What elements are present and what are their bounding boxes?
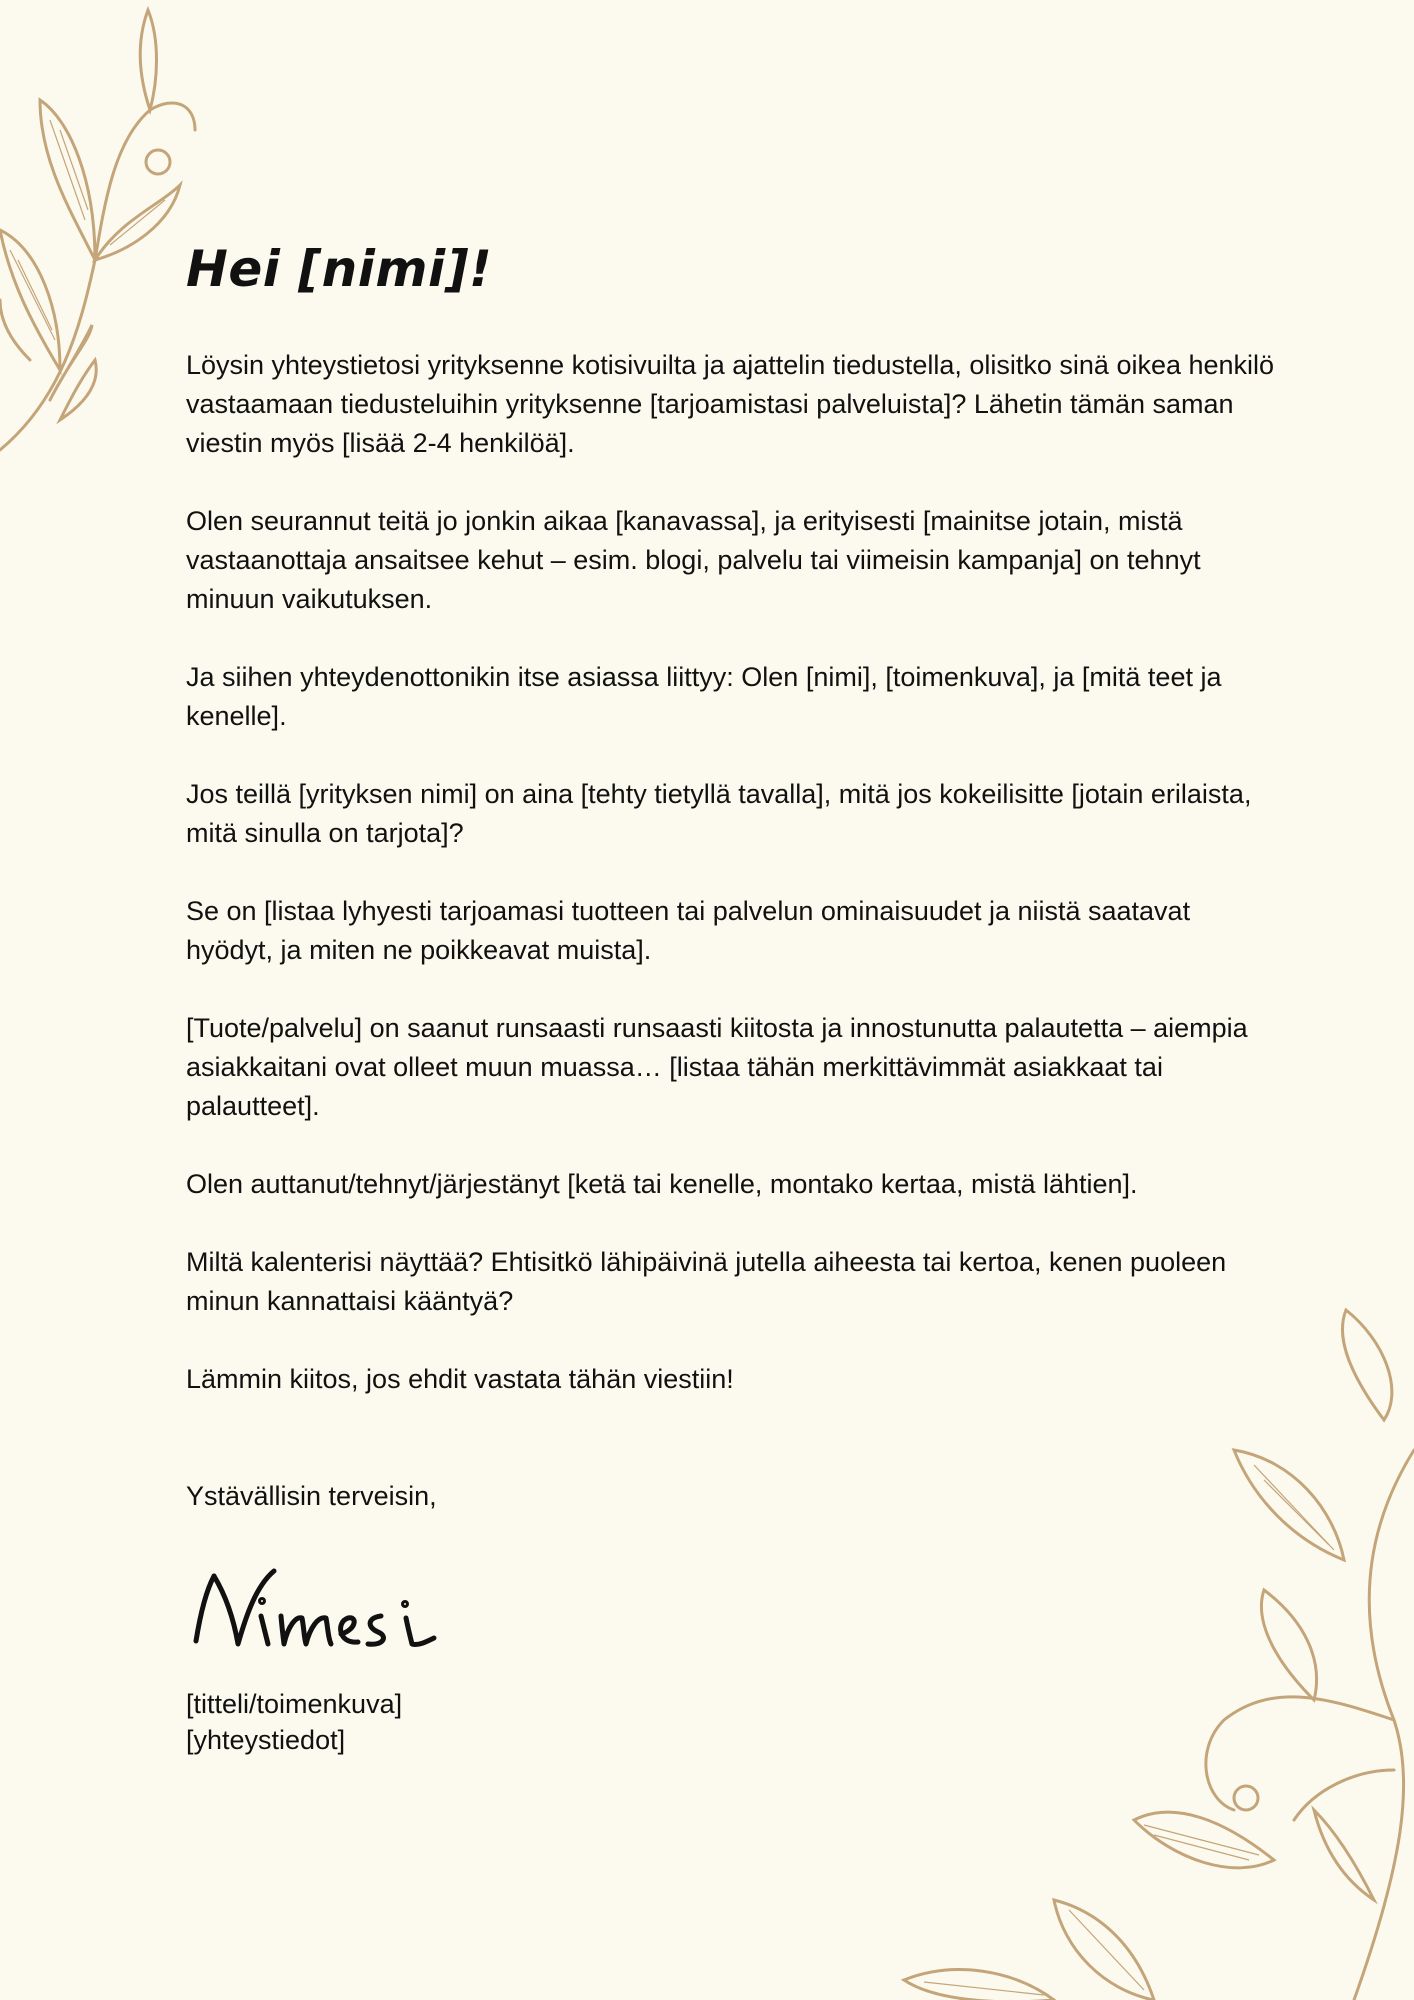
signature-image bbox=[186, 1556, 466, 1666]
paragraph-features: Se on [listaa lyhyesti tarjoamasi tuotteen tai palvelun ominaisuudet ja niistä saatavat hyödyt, ja miten ne poikkeavat muista]. bbox=[186, 896, 1191, 965]
closing-line: Ystävällisin terveisin, bbox=[186, 1481, 437, 1511]
leaf-ornament-top-left bbox=[0, 0, 210, 490]
paragraph-compliment: Olen seurannut teitä jo jonkin aikaa [kanavassa], ja erityisesti [mainitse jotain, mistä vastaanottaja ansaitsee kehut – esim. blogi, palvelu tai viimeisin kampanja] on tehnyt minuun vaikutuksen. bbox=[186, 506, 1201, 614]
paragraph-introduction: Ja siihen yhteydenottonikin itse asiassa liittyy: Olen [nimi], [toimenkuva], ja [mitä teet ja kenelle]. bbox=[186, 662, 1222, 731]
paragraph-experience: Olen auttanut/tehnyt/järjestänyt [ketä tai kenelle, montako kertaa, mistä lähtien]. bbox=[186, 1169, 1138, 1199]
greeting-heading: Hei [nimi]! bbox=[186, 240, 493, 298]
title-line: [titteli/toimenkuva] bbox=[186, 1689, 403, 1719]
paragraph-thanks: Lämmin kiitos, jos ehdit vastata tähän viestiin! bbox=[186, 1364, 734, 1394]
paragraph-intro: Löysin yhteystietosi yrityksenne kotisivuilta ja ajattelin tiedustella, olisitko sinä oikea henkilö vastaamaan tiedusteluihin yrityksenne [tarjoamistasi palveluista]? Lähetin tämän saman viestin myös [lisää 2-4 henkilöä]. bbox=[186, 350, 1275, 458]
letter-body bbox=[186, 240, 1276, 1758]
paragraph-pitch: Jos teillä [yrityksen nimi] on aina [tehty tietyllä tavalla], mitä jos kokeilisitte [jotain erilaista, mitä sinulla on tarjota]? bbox=[186, 779, 1252, 848]
paragraph-call-to-action: Miltä kalenterisi näyttää? Ehtisitkö lähipäivinä jutella aiheesta tai kertoa, kenen puoleen minun kannattaisi kääntyä? bbox=[186, 1247, 1227, 1316]
contact-line: [yhteystiedot] bbox=[186, 1725, 346, 1755]
signature bbox=[186, 1556, 1276, 1666]
paragraph-testimonials: [Tuote/palvelu] on saanut runsaasti runsaasti kiitosta ja innostunutta palautetta – aiempia asiakkaitani ovat olleet muun muassa… [listaa tähän merkittävimmät asiakkaat tai palautteet]. bbox=[186, 1013, 1248, 1121]
